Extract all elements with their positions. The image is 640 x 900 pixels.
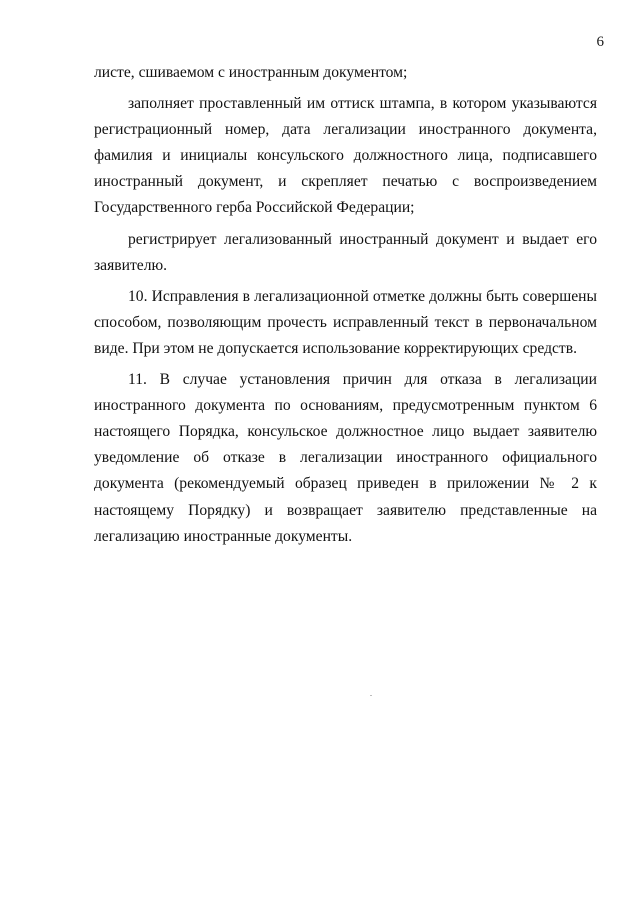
paragraph-continuation: листе, сшиваемом с иностранным документом;: [94, 64, 408, 81]
paragraph-item-11: 11. В случае установления причин для отказа в легализации иностранного документа по основаниям, предусмотренным пунктом 6 настоящего Порядка, консульское должностное лицо выдает заявителю уведомление об отказе в легализации иностранного официального документа (рекомендуемый образец приведен в приложении № 2 к настоящему Порядку) и возвращает заявителю представленные на легализацию иностранные документы.: [94, 371, 597, 545]
page-number: 6: [596, 34, 604, 50]
paragraph-stamp-fill: заполняет проставленный им оттиск штампа, в котором указываются регистрационный номер, дата легализации иностранного документа, фамилия и инициалы консульского должностного лица, подписавшего иностранный документ, и скрепляет печатью с воспроизведением Государственного герба Российской Федерации;: [94, 95, 597, 217]
scan-speck: [370, 695, 372, 696]
paragraph-register: регистрирует легализованный иностранный документ и выдает его заявителю.: [94, 230, 597, 274]
document-body: [94, 60, 597, 550]
paragraph-item-10: 10. Исправления в легализационной отметке должны быть совершены способом, позволяющим прочесть исправленный текст в первоначальном виде. При этом не допускается использование корректирующих средств.: [94, 287, 597, 357]
